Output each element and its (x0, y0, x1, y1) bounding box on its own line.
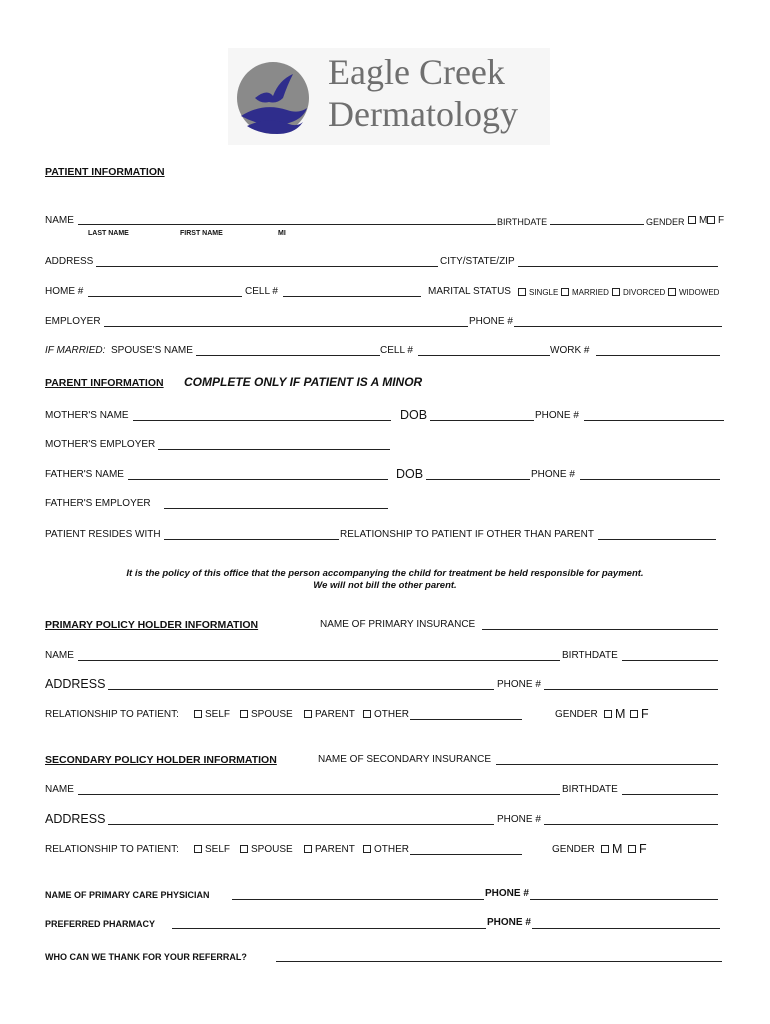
secondary-address-label: ADDRESS (45, 812, 106, 826)
mi-label: MI (278, 230, 286, 237)
employer-phone-field[interactable] (514, 326, 722, 327)
marital-married-option[interactable]: MARRIED (561, 287, 609, 299)
spouse-name-label: SPOUSE'S NAME (111, 345, 193, 356)
mothers-name-label: MOTHER'S NAME (45, 410, 129, 421)
logo-line2: Dermatology (328, 94, 518, 134)
secondary-gender-f-option[interactable]: F (628, 842, 647, 856)
fathers-phone-field[interactable] (580, 479, 720, 480)
gender-f-option[interactable]: F (707, 215, 724, 227)
spouse-cell-label: CELL # (380, 345, 413, 356)
primary-address-label: ADDRESS (45, 677, 106, 691)
mothers-employer-field[interactable] (158, 449, 390, 450)
secondary-birthdate-label: BIRTHDATE (562, 784, 618, 795)
primary-insurance-label: NAME OF PRIMARY INSURANCE (320, 619, 476, 630)
spouse-work-label: WORK # (550, 345, 590, 356)
secondary-name-field[interactable] (78, 794, 560, 795)
spouse-cell-field[interactable] (418, 355, 550, 356)
city-state-zip-field[interactable] (518, 266, 718, 267)
primary-parent-option[interactable]: PARENT (304, 709, 355, 721)
gender-label: GENDER (646, 217, 685, 227)
primary-other-option[interactable]: OTHER (363, 709, 409, 721)
secondary-spouse-option[interactable]: SPOUSE (240, 844, 293, 856)
secondary-parent-option[interactable]: PARENT (304, 844, 355, 856)
primary-heading: PRIMARY POLICY HOLDER INFORMATION (45, 619, 259, 631)
primary-relationship-label: RELATIONSHIP TO PATIENT: (45, 709, 179, 720)
last-name-label: LAST NAME (88, 230, 129, 237)
primary-gender-m-option[interactable]: M (604, 707, 625, 721)
home-phone-label: HOME # (45, 286, 84, 297)
relationship-label: RELATIONSHIP TO PATIENT IF OTHER THAN PARENT (340, 529, 594, 540)
mothers-dob-label: DOB (400, 408, 428, 422)
pharmacy-phone-field[interactable] (532, 928, 720, 929)
mothers-name-field[interactable] (133, 420, 391, 421)
eagle-logo-icon (233, 58, 313, 138)
marital-status-label: MARITAL STATUS (428, 286, 511, 297)
marital-divorced-option[interactable]: DIVORCED (612, 287, 665, 299)
spouse-name-field[interactable] (196, 355, 380, 356)
if-married-label: IF MARRIED: (45, 345, 106, 356)
employer-phone-label: PHONE # (469, 316, 513, 327)
primary-insurance-field[interactable] (482, 629, 718, 630)
primary-birthdate-label: BIRTHDATE (562, 650, 618, 661)
marital-widowed-option[interactable]: WIDOWED (668, 287, 719, 299)
secondary-name-label: NAME (45, 784, 74, 795)
secondary-insurance-field[interactable] (496, 764, 718, 765)
fathers-phone-label: PHONE # (531, 469, 575, 480)
secondary-heading: SECONDARY POLICY HOLDER INFORMATION (45, 754, 277, 766)
primary-name-label: NAME (45, 650, 74, 661)
address-field[interactable] (96, 266, 438, 267)
primary-address-field[interactable] (108, 689, 494, 690)
secondary-gender-label: GENDER (552, 844, 595, 855)
spouse-work-field[interactable] (596, 355, 720, 356)
primary-self-option[interactable]: SELF (194, 709, 230, 721)
secondary-birthdate-field[interactable] (622, 794, 718, 795)
mothers-phone-label: PHONE # (535, 410, 579, 421)
secondary-phone-field[interactable] (544, 824, 718, 825)
primary-phone-label: PHONE # (497, 679, 541, 690)
mothers-dob-field[interactable] (430, 420, 534, 421)
primary-spouse-option[interactable]: SPOUSE (240, 709, 293, 721)
secondary-other-field[interactable] (410, 854, 522, 855)
birthdate-label: BIRTHDATE (497, 217, 548, 227)
secondary-insurance-label: NAME OF SECONDARY INSURANCE (318, 754, 491, 765)
fathers-name-label: FATHER'S NAME (45, 469, 124, 480)
parent-info-heading: PARENT INFORMATION (45, 377, 164, 389)
fathers-employer-field[interactable] (164, 508, 388, 509)
primary-birthdate-field[interactable] (622, 660, 718, 661)
mothers-phone-field[interactable] (584, 420, 724, 421)
marital-single-option[interactable]: SINGLE (518, 287, 558, 299)
resides-with-label: PATIENT RESIDES WITH (45, 529, 161, 540)
cell-label: CELL # (245, 286, 278, 297)
secondary-gender-m-option[interactable]: M (601, 842, 622, 856)
logo-line1: Eagle Creek (328, 52, 505, 92)
secondary-relationship-label: RELATIONSHIP TO PATIENT: (45, 844, 179, 855)
resides-with-field[interactable] (164, 539, 339, 540)
cell-field[interactable] (283, 296, 421, 297)
logo (228, 48, 550, 145)
patient-info-heading: PATIENT INFORMATION (45, 166, 165, 178)
fathers-employer-label: FATHER'S EMPLOYER (45, 498, 151, 509)
primary-gender-label: GENDER (555, 709, 598, 720)
secondary-other-option[interactable]: OTHER (363, 844, 409, 856)
employer-field[interactable] (104, 326, 468, 327)
fathers-dob-field[interactable] (426, 479, 530, 480)
secondary-phone-label: PHONE # (497, 814, 541, 825)
fathers-name-field[interactable] (128, 479, 388, 480)
pharmacy-phone-label: PHONE # (487, 917, 531, 928)
home-phone-field[interactable] (88, 296, 242, 297)
policy-line1: It is the policy of this office that the person accompanying the child for treatment be held responsible for payment. (126, 568, 644, 579)
primary-gender-f-option[interactable]: F (630, 707, 649, 721)
referral-field[interactable] (276, 961, 722, 962)
patient-name-field[interactable] (78, 224, 496, 225)
secondary-address-field[interactable] (108, 824, 494, 825)
employer-label: EMPLOYER (45, 316, 101, 327)
birthdate-field[interactable] (550, 224, 644, 225)
first-name-label: FIRST NAME (180, 230, 223, 237)
pharmacy-field[interactable] (172, 928, 486, 929)
fathers-dob-label: DOB (396, 467, 424, 481)
relationship-field[interactable] (598, 539, 716, 540)
primary-phone-field[interactable] (544, 689, 718, 690)
name-label: NAME (45, 215, 74, 226)
physician-phone-field[interactable] (530, 899, 718, 900)
physician-phone-label: PHONE # (485, 888, 529, 899)
gender-m-option[interactable]: M (688, 215, 707, 227)
referral-label: WHO CAN WE THANK FOR YOUR REFERRAL? (45, 952, 247, 962)
physician-field[interactable] (232, 899, 484, 900)
mothers-employer-label: MOTHER'S EMPLOYER (45, 439, 156, 450)
primary-other-field[interactable] (410, 719, 522, 720)
city-state-zip-label: CITY/STATE/ZIP (440, 256, 515, 267)
secondary-self-option[interactable]: SELF (194, 844, 230, 856)
minor-note: COMPLETE ONLY IF PATIENT IS A MINOR (184, 375, 423, 389)
physician-label: NAME OF PRIMARY CARE PHYSICIAN (45, 890, 210, 900)
policy-line2: We will not bill the other parent. (313, 580, 457, 591)
address-label: ADDRESS (45, 256, 94, 267)
primary-name-field[interactable] (78, 660, 560, 661)
pharmacy-label: PREFERRED PHARMACY (45, 919, 156, 929)
